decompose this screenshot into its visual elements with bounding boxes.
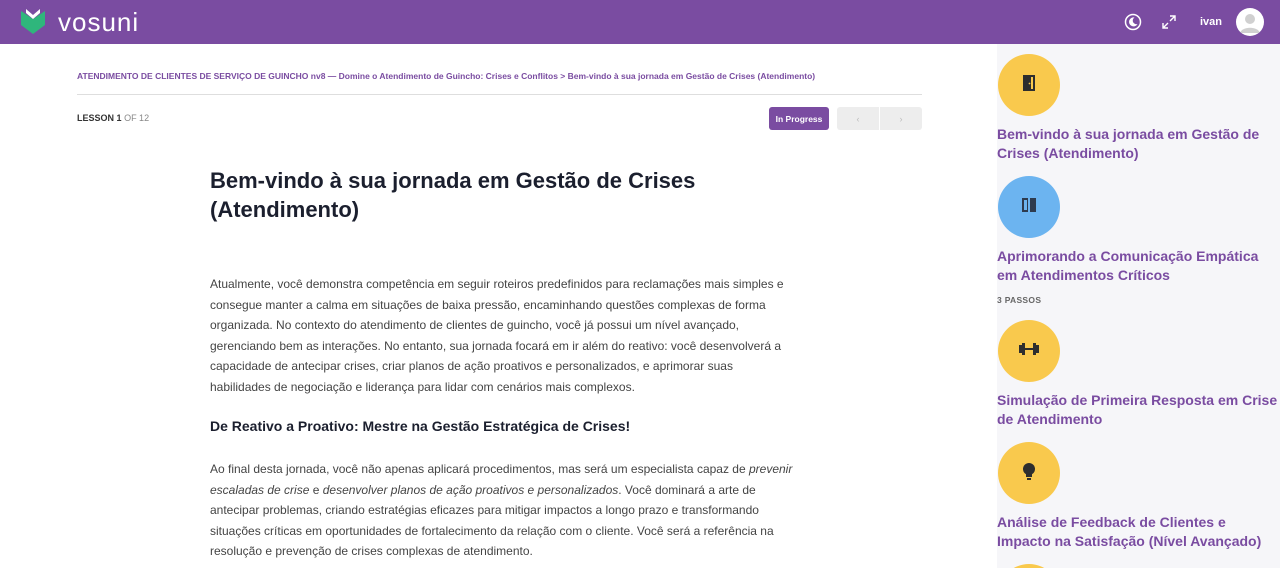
step-title[interactable]: Aprimorando a Comunicação Empática em Atendimentos Críticos xyxy=(997,248,1259,283)
step-icon-circle xyxy=(998,320,1060,382)
course-sidebar xyxy=(997,44,1280,568)
lesson-main xyxy=(0,44,997,568)
topbar-actions xyxy=(1122,8,1264,36)
sidebar-step[interactable] xyxy=(997,564,1280,568)
step-icon-circle xyxy=(998,54,1060,116)
step-title[interactable]: Bem-vindo à sua jornada em Gestão de Crises (Atendimento) xyxy=(997,126,1260,161)
sidebar-step[interactable] xyxy=(997,320,1280,429)
step-meta: 3 PASSOS xyxy=(997,295,1042,305)
lesson-nav xyxy=(837,107,922,130)
user-avatar-icon[interactable] xyxy=(1236,8,1264,36)
status-badge[interactable]: In Progress xyxy=(769,107,829,130)
lesson-current: 1 xyxy=(116,113,122,123)
sidebar-step[interactable] xyxy=(997,442,1280,551)
lightbulb-icon xyxy=(1020,461,1038,486)
top-navbar xyxy=(0,0,1280,44)
brand[interactable] xyxy=(18,7,139,38)
step-icon-circle xyxy=(998,176,1060,238)
lesson-label: LESSON xyxy=(77,113,115,123)
paragraph-2 xyxy=(210,459,795,562)
lesson-counter xyxy=(77,113,149,123)
brand-name: vosuni xyxy=(58,6,140,37)
vosuni-logo-icon xyxy=(18,7,48,37)
step-icon-circle xyxy=(998,442,1060,504)
sidebar-step[interactable] xyxy=(997,176,1280,305)
sidebar-step[interactable] xyxy=(997,54,1280,163)
divider xyxy=(77,94,922,95)
moon-icon[interactable] xyxy=(1122,11,1144,33)
lesson-total: OF 12 xyxy=(124,113,150,123)
p2-text-b: e xyxy=(309,482,323,497)
intro-paragraph xyxy=(210,274,795,397)
expand-icon[interactable] xyxy=(1158,11,1180,33)
step-title[interactable]: Análise de Feedback de Clientes e Impacto na Satisfação (Nível Avançado) xyxy=(997,514,1262,549)
dumbbell-icon xyxy=(1017,341,1041,362)
page-title: Bem-vindo à sua jornada em Gestão de Crises (Atendimento) xyxy=(210,168,696,222)
book-icon xyxy=(1019,195,1039,220)
p2-italic-2: desenvolver planos de ação proativos e personalizados xyxy=(322,482,619,497)
step-title[interactable]: Simulação de Primeira Resposta em Crise de Atendimento xyxy=(997,392,1278,427)
prev-lesson-button[interactable]: ‹ xyxy=(837,107,879,130)
p2-text-c: . Você dominará a arte de antecipar problemas, criando estratégias eficazes para mitigar impactos a longo prazo e transformando situações críticas em oportunidades de fortalecimento da relação com o cliente. Você será a referência na resolução e prevenção de crises complexas de atendimento. xyxy=(210,482,774,558)
section-heading: De Reativo a Proativo: Mestre na Gestão Estratégica de Crises! xyxy=(210,418,631,434)
username[interactable]: ivan xyxy=(1199,16,1222,28)
step-icon-circle xyxy=(998,564,1060,568)
door-icon xyxy=(1019,73,1039,98)
paragraph-1: Atualmente, você demonstra competência em seguir roteiros predefinidos para reclamações mais simples e consegue manter a calma em situações de baixa pressão, encaminhando questões complexas de forma organizada. No contexto do atendimento de clientes de guincho, você já possui um nível avançado, gerenciando bem as interações. No entanto, sua jornada focará em ir além do reativo: você desenvolverá a capacidade de antecipar crises, criar planos de ação proativos e personalizados, e aprimorar suas habilidades de negociação e liderança para lidar com cenários mais complexos. xyxy=(210,277,784,394)
p2-text-a: Ao final desta jornada, você não apenas aplicará procedimentos, mas será um especialista capaz de xyxy=(210,462,749,476)
p2-italic-1: prevenir escaladas de crise xyxy=(210,462,793,497)
next-lesson-button[interactable]: › xyxy=(879,107,922,130)
breadcrumb[interactable]: ATENDIMENTO DE CLIENTES DE SERVIÇO DE GUINCHO nv8 — Domine o Atendimento de Guincho: Crises e Conflitos > Bem-vindo à sua jornada em Gestão de Crises (Atendimento) xyxy=(77,71,816,81)
